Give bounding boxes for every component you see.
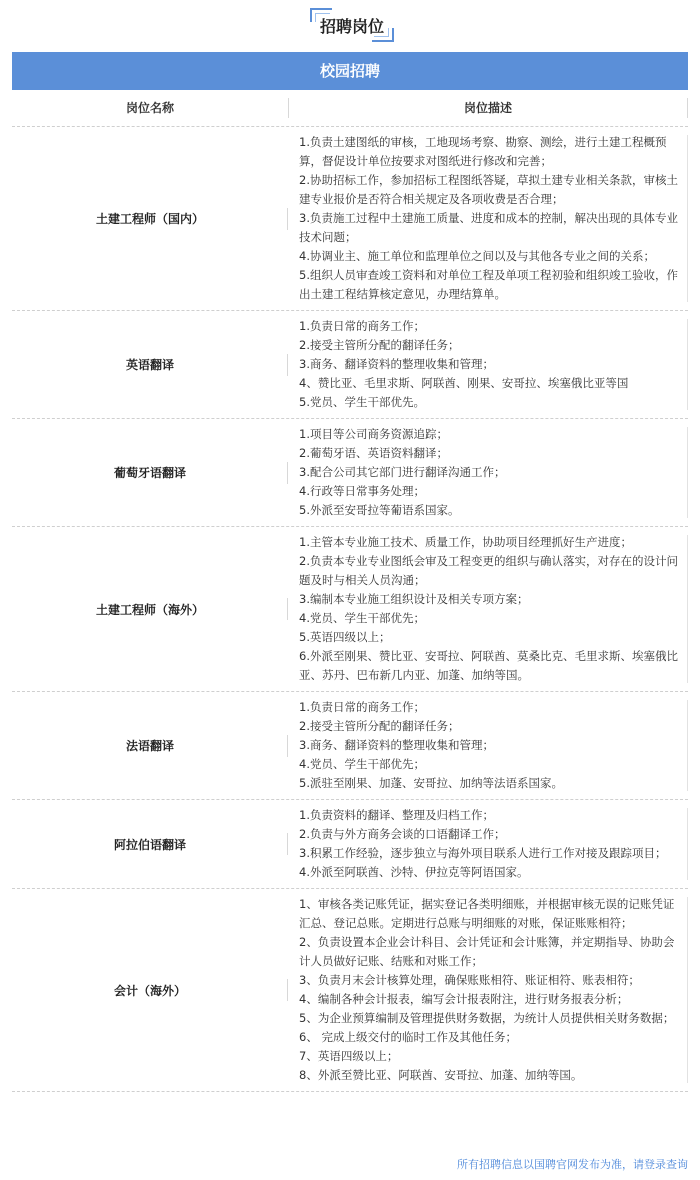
description-line: 3.编制本专业施工组织设计及相关专项方案； — [299, 592, 529, 606]
description-line: 2、负责设置本企业会计科目、会计凭证和会计账簿，并定期指导、协助会计人员做好记账、结账和对账工作； — [299, 935, 675, 968]
description-line: 2.接受主管所分配的翻译任务； — [299, 719, 460, 733]
title-frame — [310, 8, 394, 42]
description-line: 1.项目等公司商务资源追踪； — [299, 427, 448, 441]
column-header-name: 岗位名称 — [12, 98, 289, 118]
table-row — [12, 527, 688, 692]
position-name: 阿拉伯语翻译 — [12, 800, 288, 888]
description-line: 6、 完成上级交付的临时工作及其他任务； — [299, 1030, 517, 1044]
description-line: 3.积累工作经验，逐步独立与海外项目联系人进行工作对接及跟踪项目； — [299, 846, 667, 860]
description-line: 4.行政等日常事务处理； — [299, 484, 425, 498]
description-line: 5.派驻至刚果、加蓬、安哥拉、加纳等法语系国家。 — [299, 776, 563, 790]
table-header: 校园招聘 — [12, 52, 688, 90]
description-line: 1.负责资料的翻译、整理及归档工作； — [299, 808, 494, 822]
position-name: 英语翻译 — [12, 311, 288, 418]
position-description — [288, 419, 688, 526]
description-line: 8、外派至赞比亚、阿联酋、安哥拉、加蓬、加纳等国。 — [299, 1068, 583, 1082]
position-name: 土建工程师（海外） — [12, 527, 288, 691]
table-row — [12, 419, 688, 527]
column-header-desc: 岗位描述 — [289, 98, 688, 118]
description-line: 4.党员、学生干部优先； — [299, 757, 425, 771]
description-line: 5.外派至安哥拉等葡语系国家。 — [299, 503, 460, 517]
table-row — [12, 127, 688, 311]
description-line: 6.外派至刚果、赞比亚、安哥拉、阿联酋、莫桑比克、毛里求斯、埃塞俄比亚、苏丹、巴布新几内亚、加蓬、加纳等国。 — [299, 649, 678, 682]
table-row — [12, 889, 688, 1092]
description-line: 1.负责日常的商务工作； — [299, 319, 425, 333]
description-line: 2.负责与外方商务会谈的口语翻译工作； — [299, 827, 506, 841]
page-title-area — [0, 0, 700, 52]
description-line: 1.负责土建图纸的审核，工地现场考察、勘察、测绘，进行土建工程概预算，督促设计单位按要求对图纸进行修改和完善； — [299, 135, 667, 168]
position-description — [288, 889, 688, 1091]
description-line: 5.英语四级以上； — [299, 630, 391, 644]
description-line: 4、编制各种会计报表，编写会计报表附注，进行财务报表分析； — [299, 992, 629, 1006]
description-line: 3、负责月末会计核算处理，确保账账相符、账证相符、账表相符； — [299, 973, 640, 987]
column-header-row — [12, 90, 688, 127]
position-description — [288, 527, 688, 691]
position-name: 法语翻译 — [12, 692, 288, 799]
table-row — [12, 800, 688, 889]
description-line: 2.负责本专业专业图纸会审及工程变更的组织与确认落实，对存在的设计问题及时与相关人员沟通； — [299, 554, 678, 587]
table-row — [12, 692, 688, 800]
position-description — [288, 127, 688, 310]
description-line: 4.外派至阿联酋、沙特、伊拉克等阿语国家。 — [299, 865, 529, 879]
positions-table — [12, 52, 688, 1092]
description-line: 4.协调业主、施工单位和监理单位之间以及与其他各专业之间的关系； — [299, 249, 655, 263]
footer-note[interactable]: 所有招聘信息以国聘官网发布为准，请登录查询 — [457, 1158, 688, 1171]
description-line: 2.葡萄牙语、英语资料翻译； — [299, 446, 448, 460]
description-line: 5、为企业预算编制及管理提供财务数据，为统计人员提供相关财务数据； — [299, 1011, 675, 1025]
position-description — [288, 311, 688, 418]
description-line: 3.商务、翻译资料的整理收集和管理； — [299, 357, 494, 371]
table-body — [12, 127, 688, 1092]
table-row — [12, 311, 688, 419]
position-name: 土建工程师（国内） — [12, 127, 288, 310]
description-line: 1、审核各类记账凭证，据实登记各类明细账，并根据审核无误的记账凭证汇总、登记总账。定期进行总账与明细账的对账，保证账账相符； — [299, 897, 675, 930]
description-line: 5.党员、学生干部优先。 — [299, 395, 425, 409]
description-line: 3.配合公司其它部门进行翻译沟通工作； — [299, 465, 506, 479]
description-line: 3.商务、翻译资料的整理收集和管理； — [299, 738, 494, 752]
position-name: 葡萄牙语翻译 — [12, 419, 288, 526]
position-description — [288, 800, 688, 888]
description-line: 4、赞比亚、毛里求斯、阿联酋、刚果、安哥拉、埃塞俄比亚等国 — [299, 376, 629, 390]
position-description — [288, 692, 688, 799]
page-title: 招聘岗位 — [319, 17, 384, 36]
description-line: 5.组织人员审查竣工资料和对单位工程及单项工程初验和组织竣工验收，作出土建工程结算核定意见，办理结算单。 — [299, 268, 678, 301]
position-name: 会计（海外） — [12, 889, 288, 1091]
description-line: 1.主管本专业施工技术、质量工作，协助项目经理抓好生产进度； — [299, 535, 632, 549]
description-line: 2.协助招标工作，参加招标工程图纸答疑，草拟土建专业相关条款，审核土建专业报价是否符合相关规定及各项收费是否合理； — [299, 173, 678, 206]
description-line: 7、英语四级以上； — [299, 1049, 399, 1063]
description-line: 1.负责日常的商务工作； — [299, 700, 425, 714]
description-line: 4.党员、学生干部优先； — [299, 611, 425, 625]
description-line: 2.接受主管所分配的翻译任务； — [299, 338, 460, 352]
description-line: 3.负责施工过程中土建施工质量、进度和成本的控制，解决出现的具体专业技术问题； — [299, 211, 678, 244]
